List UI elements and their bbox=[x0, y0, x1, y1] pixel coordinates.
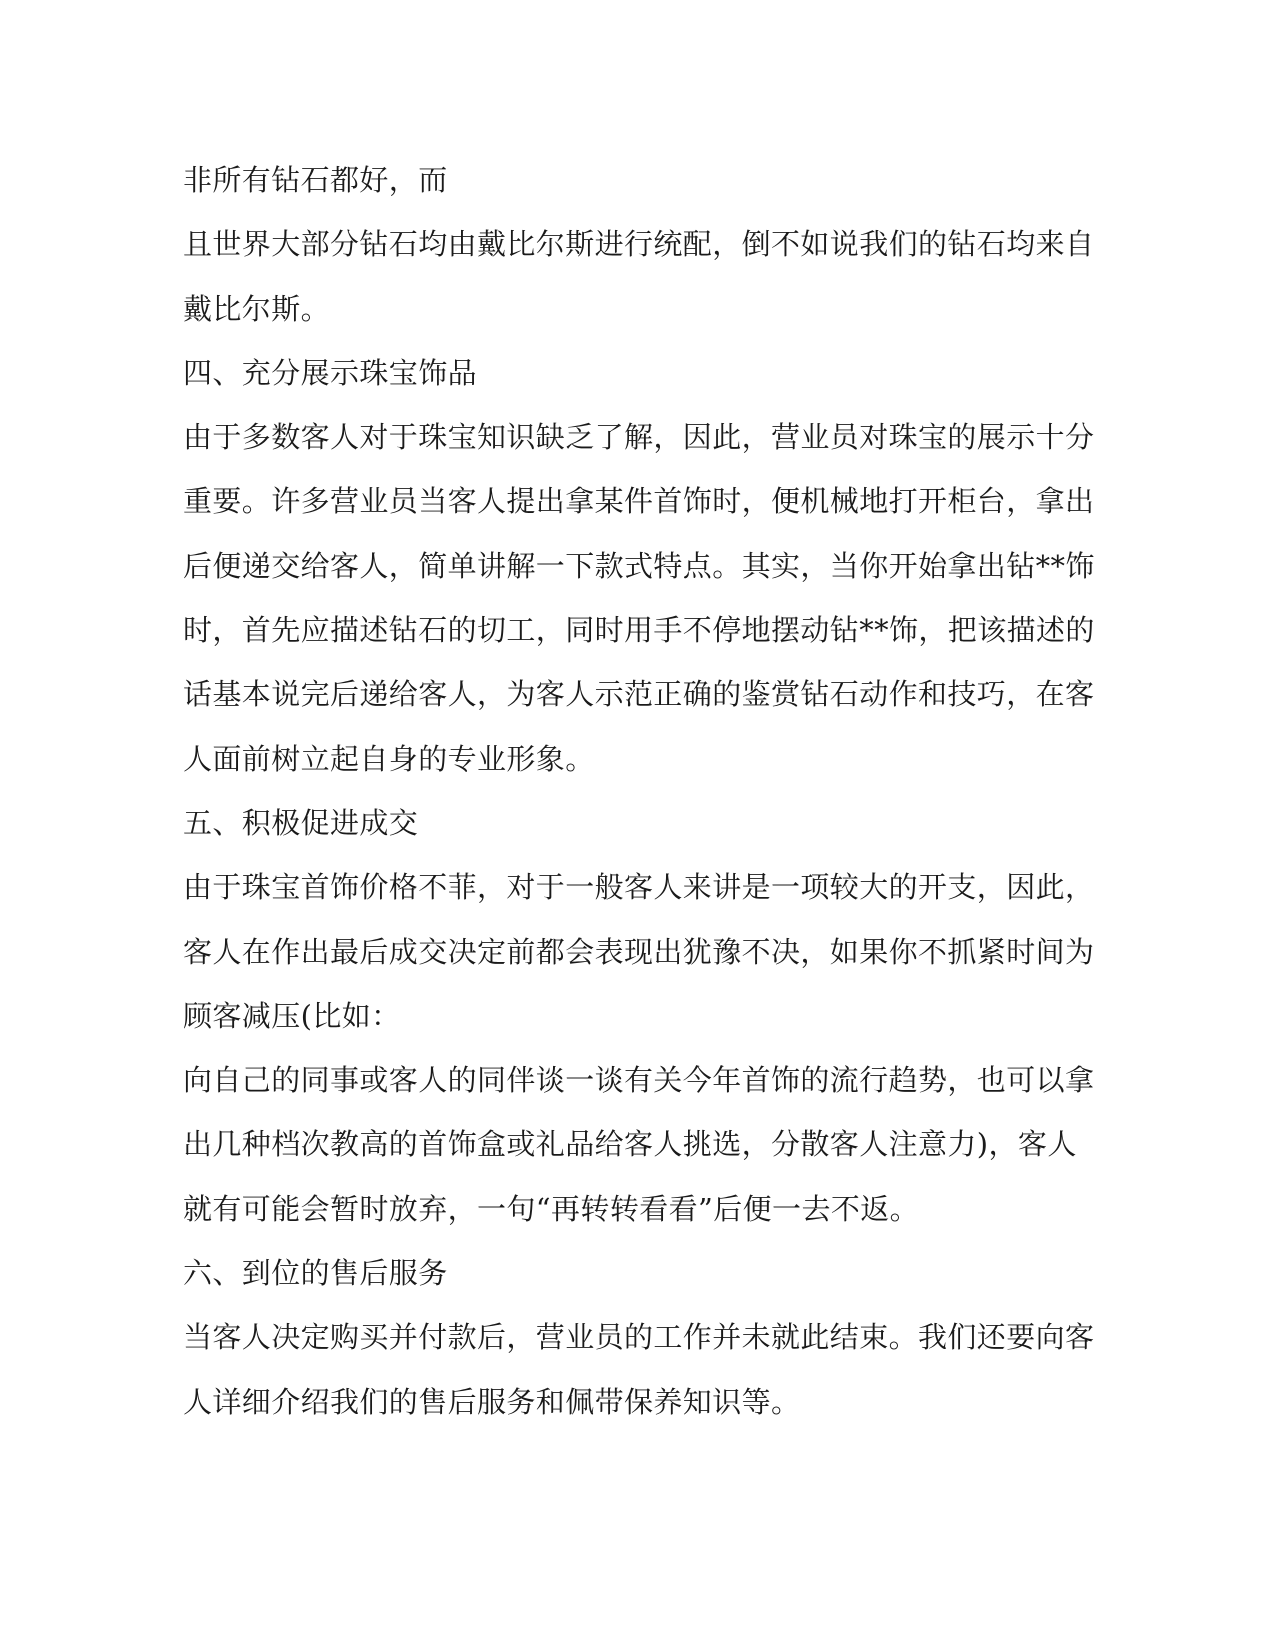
text-line: 人详细介绍我们的售后服务和佩带保养知识等。 bbox=[183, 1384, 801, 1419]
text-line: 人面前树立起自身的专业形象。 bbox=[183, 741, 595, 776]
text-line: 后便递交给客人，简单讲解一下款式特点。其实，当你开始拿出钻**饰 bbox=[183, 548, 1095, 583]
text-line: 顾客减压(比如： bbox=[183, 998, 401, 1033]
section-heading: 五、积极促进成交 bbox=[183, 805, 419, 840]
text-line: 且世界大部分钻石均由戴比尔斯进行统配，倒不如说我们的钻石均来自 bbox=[183, 227, 1095, 262]
section-heading: 六、到位的售后服务 bbox=[183, 1256, 448, 1291]
section-heading: 四、充分展示珠宝饰品 bbox=[183, 355, 478, 390]
text-line: 由于多数客人对于珠宝知识缺乏了解，因此，营业员对珠宝的展示十分 bbox=[183, 420, 1095, 455]
text-line: 就有可能会暂时放弃，一句“再转转看看”后便一去不返。 bbox=[183, 1191, 920, 1226]
text-line: 戴比尔斯。 bbox=[183, 291, 331, 326]
text-line: 向自己的同事或客人的同伴谈一谈有关今年首饰的流行趋势，也可以拿 bbox=[183, 1063, 1095, 1098]
text-line: 由于珠宝首饰价格不菲，对于一般客人来讲是一项较大的开支，因此， bbox=[183, 870, 1095, 905]
document-body bbox=[183, 158, 1095, 1444]
text-line: 非所有钻石都好，而 bbox=[183, 163, 448, 197]
text-line: 当客人决定购买并付款后，营业员的工作并未就此结束。我们还要向客 bbox=[183, 1320, 1095, 1355]
text-line: 出几种档次教高的首饰盒或礼品给客人挑选，分散客人注意力)，客人 bbox=[183, 1127, 1077, 1162]
text-line: 重要。许多营业员当客人提出拿某件首饰时，便机械地打开柜台，拿出 bbox=[183, 484, 1095, 519]
text-line: 话基本说完后递给客人，为客人示范正确的鉴赏钻石动作和技巧，在客 bbox=[183, 677, 1095, 712]
text-line: 时，首先应描述钻石的切工，同时用手不停地摆动钻**饰，把该描述的 bbox=[183, 613, 1095, 648]
text-line: 客人在作出最后成交决定前都会表现出犹豫不决，如果你不抓紧时间为 bbox=[183, 934, 1095, 969]
